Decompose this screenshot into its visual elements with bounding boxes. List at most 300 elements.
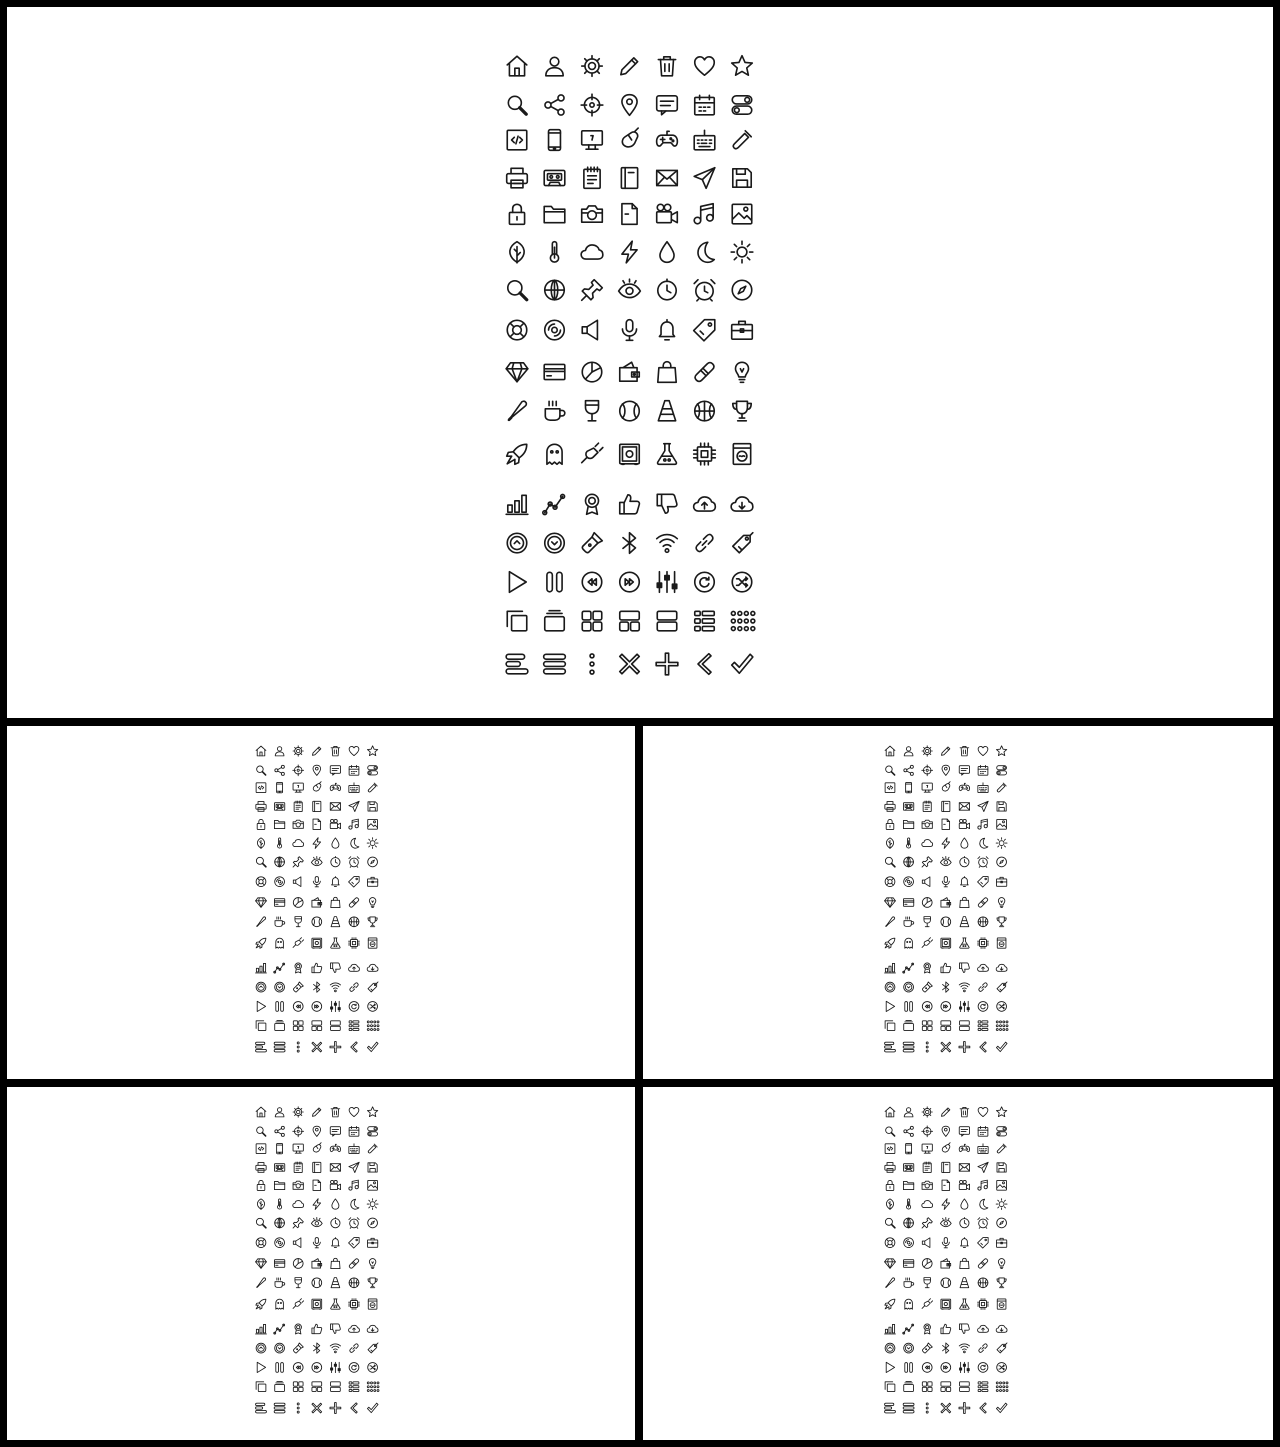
close-icon xyxy=(312,1403,322,1413)
stack-icon xyxy=(275,1382,285,1392)
book-icon xyxy=(942,801,950,811)
book-icon xyxy=(942,1162,950,1172)
shopping-bag-icon xyxy=(331,897,340,907)
monitor-icon xyxy=(293,783,303,792)
copy-icon xyxy=(885,1382,895,1392)
line-graph-icon xyxy=(274,1324,285,1334)
alarm-icon xyxy=(694,280,715,301)
briefcase-icon xyxy=(996,877,1006,886)
link-icon xyxy=(350,1344,358,1353)
gamepad-icon xyxy=(330,783,340,790)
equalizer-icon xyxy=(331,1001,341,1011)
globe-icon xyxy=(545,280,565,300)
drop-icon xyxy=(961,1199,968,1209)
thumbs-down-icon xyxy=(960,1324,970,1333)
check-icon xyxy=(996,1042,1007,1051)
notepad-icon xyxy=(923,1162,931,1173)
pie-chart-icon xyxy=(293,898,303,908)
line-graph-icon xyxy=(903,963,914,973)
washing-machine-icon xyxy=(733,444,750,465)
shuffle-icon xyxy=(368,1002,378,1012)
lightning-icon xyxy=(313,838,321,849)
magnifier-icon xyxy=(256,1218,265,1227)
location-pin-icon xyxy=(313,1126,321,1136)
star-icon xyxy=(996,1107,1006,1117)
document-icon xyxy=(942,1180,950,1190)
disc-icon xyxy=(275,877,285,887)
flashlight-icon xyxy=(922,982,932,992)
safe-icon xyxy=(312,1299,322,1309)
plus-icon xyxy=(330,1042,341,1053)
ghost-icon xyxy=(905,938,913,948)
sun-icon xyxy=(996,838,1007,849)
rewind-icon xyxy=(922,1002,932,1012)
chip-icon xyxy=(978,938,989,949)
bell-icon xyxy=(961,877,969,887)
safe-icon xyxy=(941,938,951,948)
coffee-icon xyxy=(545,401,565,420)
award-icon xyxy=(295,1324,302,1334)
popsicle-icon xyxy=(886,1278,895,1288)
lightbulb-icon xyxy=(998,1259,1005,1269)
disc-icon xyxy=(545,320,565,340)
search-icon xyxy=(886,766,895,775)
fast-forward-icon xyxy=(941,1363,951,1373)
code-icon xyxy=(507,130,527,150)
globe-icon xyxy=(275,857,285,867)
equalizer-icon xyxy=(960,1001,970,1011)
coffee-icon xyxy=(904,1278,914,1287)
star-icon xyxy=(367,746,377,756)
image-icon xyxy=(997,1180,1007,1190)
align-left-icon xyxy=(256,1042,267,1052)
baseball-icon xyxy=(941,917,951,927)
cloud-down-icon xyxy=(996,1325,1007,1332)
gamepad-icon xyxy=(959,783,969,790)
video-camera-icon xyxy=(330,1180,340,1189)
alarm-icon xyxy=(349,1218,359,1229)
pin-icon xyxy=(293,857,303,867)
refresh-icon xyxy=(978,1002,988,1012)
wifi-icon xyxy=(959,983,969,992)
chat-icon xyxy=(657,96,678,115)
printer-icon xyxy=(507,168,528,188)
menu-icon xyxy=(903,1042,914,1052)
eye-icon xyxy=(311,1217,322,1226)
refresh-icon xyxy=(349,1002,359,1012)
eye-icon xyxy=(940,1217,951,1226)
document-icon xyxy=(942,819,950,829)
lightbulb-icon xyxy=(369,1259,376,1269)
copy-icon xyxy=(256,1382,266,1392)
tag-icon xyxy=(349,877,360,888)
list-icon xyxy=(695,611,715,631)
magnifier-icon xyxy=(256,857,265,866)
layout-icon xyxy=(620,611,640,631)
floppy-icon xyxy=(733,169,751,187)
calendar-icon xyxy=(978,765,988,775)
cloud-icon xyxy=(922,840,933,847)
chip-icon xyxy=(349,1299,360,1310)
copy-icon xyxy=(885,1021,895,1031)
popsicle-icon xyxy=(257,1278,266,1288)
refresh-icon xyxy=(695,572,715,592)
pencil-icon xyxy=(941,1108,949,1116)
search-icon xyxy=(257,1127,266,1136)
plug-icon xyxy=(582,443,603,463)
check-icon xyxy=(367,1042,378,1051)
wallet-icon xyxy=(941,1259,951,1268)
pause-icon xyxy=(905,1363,913,1373)
compass-icon xyxy=(368,1218,378,1228)
award-icon xyxy=(924,1324,931,1334)
chat-icon xyxy=(959,766,969,775)
more-icon xyxy=(297,1042,299,1052)
lifebuoy-icon xyxy=(885,1238,895,1248)
thermometer-icon xyxy=(278,1199,282,1209)
ghost-icon xyxy=(276,1299,284,1309)
globe-icon xyxy=(904,1218,914,1228)
monitor-icon xyxy=(582,131,603,149)
drop-icon xyxy=(961,838,968,848)
diamond-icon xyxy=(256,898,267,907)
lightning-icon xyxy=(942,838,950,849)
diamond-icon xyxy=(885,1259,896,1268)
floppy-icon xyxy=(997,802,1006,811)
leaf-icon xyxy=(257,838,264,849)
lock-icon xyxy=(257,1180,265,1190)
star-icon xyxy=(732,56,753,76)
coffee-icon xyxy=(275,1278,285,1287)
check-icon xyxy=(732,654,753,673)
heart-icon xyxy=(978,1107,988,1116)
split-icon xyxy=(960,1382,970,1392)
circle-up-icon xyxy=(507,533,527,553)
usb-icon xyxy=(997,1144,1006,1153)
keyboard-icon xyxy=(349,783,359,793)
speaker-icon xyxy=(293,877,301,887)
circle-down-icon xyxy=(275,982,285,992)
code-icon xyxy=(885,783,895,793)
grid-icon xyxy=(293,1382,303,1392)
trash-icon xyxy=(331,746,340,755)
lifebuoy-icon xyxy=(256,877,266,887)
lock-icon xyxy=(886,819,894,829)
plus-icon xyxy=(656,653,678,675)
rocket-icon xyxy=(256,938,266,948)
plug-icon xyxy=(293,938,304,948)
thumbnail-panel-bottom-left xyxy=(7,1087,635,1440)
code-icon xyxy=(885,1144,895,1154)
calendar-icon xyxy=(978,1126,988,1136)
folder-icon xyxy=(544,206,565,222)
thumbs-up-icon xyxy=(941,963,951,972)
location-pin-icon xyxy=(313,765,321,775)
rocket-icon xyxy=(256,1299,266,1309)
notepad-icon xyxy=(584,167,600,188)
pie-chart-icon xyxy=(293,1259,303,1269)
speaker-icon xyxy=(922,877,930,887)
apps-icon xyxy=(996,1021,1008,1031)
grid-icon xyxy=(922,1382,932,1392)
magnifier-icon xyxy=(508,281,527,300)
line-graph-icon xyxy=(903,1324,914,1334)
bar-chart-icon xyxy=(506,495,528,514)
trash-icon xyxy=(960,1107,969,1116)
globe-icon xyxy=(904,857,914,867)
mail-icon xyxy=(330,803,340,811)
thumbs-up-icon xyxy=(312,963,322,972)
floppy-icon xyxy=(997,1163,1006,1172)
user-icon xyxy=(546,57,563,75)
stack-icon xyxy=(904,1021,914,1031)
flashlight-icon xyxy=(293,1343,303,1353)
bandage-icon xyxy=(978,1259,987,1268)
circle-down-icon xyxy=(545,533,565,553)
cloud-up-icon xyxy=(694,497,716,511)
stack-icon xyxy=(275,1021,285,1031)
usb-icon xyxy=(733,131,751,149)
drop-icon xyxy=(332,1199,339,1209)
crosshair-icon xyxy=(922,1126,933,1137)
moon-icon xyxy=(351,838,359,848)
mail-icon xyxy=(959,1164,969,1172)
cone-icon xyxy=(960,917,969,927)
send-icon xyxy=(349,1162,359,1172)
credit-card-icon xyxy=(903,899,913,907)
more-icon xyxy=(926,1042,928,1052)
image-icon xyxy=(368,819,378,829)
cone-icon xyxy=(331,1278,340,1288)
calendar-icon xyxy=(349,1126,359,1136)
back-icon xyxy=(351,1403,358,1413)
mobile-icon xyxy=(549,130,561,151)
lightbulb-icon xyxy=(736,362,749,382)
briefcase-icon xyxy=(996,1238,1006,1247)
bar-chart-icon xyxy=(885,963,896,972)
thumbs-down-icon xyxy=(960,963,970,972)
music-icon xyxy=(349,1180,358,1190)
copy-icon xyxy=(507,611,527,631)
monitor-icon xyxy=(293,1144,303,1153)
stack-icon xyxy=(904,1382,914,1392)
thermometer-icon xyxy=(907,838,911,848)
fast-forward-icon xyxy=(620,572,640,592)
refresh-icon xyxy=(349,1363,359,1373)
leaf-icon xyxy=(886,838,893,849)
align-left-icon xyxy=(885,1042,896,1052)
video-camera-icon xyxy=(959,1180,969,1189)
home-icon xyxy=(885,746,895,756)
pin-icon xyxy=(922,857,932,867)
popsicle-icon xyxy=(508,401,526,420)
user-icon xyxy=(904,747,913,756)
trophy-icon xyxy=(368,917,377,927)
bandage-icon xyxy=(695,363,714,382)
circle-down-icon xyxy=(904,982,914,992)
circle-down-icon xyxy=(904,1343,914,1353)
user-icon xyxy=(275,1108,284,1117)
ghost-icon xyxy=(276,938,284,948)
monitor-icon xyxy=(922,783,932,792)
safe-icon xyxy=(312,938,322,948)
usb-icon xyxy=(997,783,1006,792)
layout-icon xyxy=(941,1382,951,1392)
chat-icon xyxy=(959,1127,969,1136)
baseball-icon xyxy=(312,1278,322,1288)
shuffle-icon xyxy=(997,1363,1007,1373)
leaf-icon xyxy=(257,1199,264,1210)
chip-icon xyxy=(349,938,360,949)
tag-icon xyxy=(349,1238,360,1249)
bluetooth-icon xyxy=(314,982,320,992)
trash-icon xyxy=(331,1107,340,1116)
location-pin-icon xyxy=(942,765,950,775)
camera-icon xyxy=(922,820,932,828)
mobile-icon xyxy=(906,782,912,792)
rewind-icon xyxy=(582,572,602,592)
book-icon xyxy=(313,801,321,811)
thermometer-icon xyxy=(907,1199,911,1209)
rocket-icon xyxy=(507,444,527,464)
music-icon xyxy=(978,1180,987,1190)
close-icon xyxy=(941,1403,951,1413)
gear-icon xyxy=(293,1107,303,1117)
more-icon xyxy=(297,1403,299,1413)
send-icon xyxy=(978,1162,988,1172)
lightning-icon xyxy=(313,1199,321,1210)
close-icon xyxy=(941,1042,951,1052)
mouse-icon xyxy=(313,782,321,791)
disc-icon xyxy=(904,877,914,887)
toggle-icon xyxy=(997,1127,1007,1136)
send-icon xyxy=(349,801,359,811)
clock-icon xyxy=(960,1217,969,1227)
popsicle-icon xyxy=(257,917,266,927)
notepad-icon xyxy=(923,801,931,812)
clock-icon xyxy=(331,856,340,866)
cassette-icon xyxy=(903,803,913,811)
printer-icon xyxy=(256,802,266,812)
diamond-icon xyxy=(256,1259,267,1268)
briefcase-icon xyxy=(732,321,753,339)
drop-icon xyxy=(660,242,674,263)
award-icon xyxy=(924,963,931,973)
chat-icon xyxy=(330,1127,340,1136)
document-icon xyxy=(622,204,637,225)
bluetooth-icon xyxy=(943,1343,949,1353)
bandage-icon xyxy=(349,898,358,907)
compass-icon xyxy=(368,857,378,867)
play-icon xyxy=(886,1362,894,1372)
more-icon xyxy=(590,654,594,674)
back-icon xyxy=(980,1042,987,1052)
split-icon xyxy=(331,1021,341,1031)
book-icon xyxy=(313,1162,321,1172)
send-icon xyxy=(978,801,988,811)
lifebuoy-icon xyxy=(885,877,895,887)
cloud-icon xyxy=(293,1201,304,1208)
shopping-bag-icon xyxy=(960,1258,969,1268)
tag-icon xyxy=(694,320,715,341)
pause-icon xyxy=(276,1363,284,1373)
wallet-icon xyxy=(941,898,951,907)
back-icon xyxy=(980,1403,987,1413)
equalizer-icon xyxy=(960,1362,970,1372)
disc-icon xyxy=(275,1238,285,1248)
speaker-icon xyxy=(293,1238,301,1248)
mail-icon xyxy=(959,803,969,811)
icon-grid xyxy=(7,1087,635,1440)
image-icon xyxy=(368,1180,378,1190)
cloud-down-icon xyxy=(367,1325,378,1332)
printer-icon xyxy=(885,1163,895,1173)
lightbulb-icon xyxy=(369,898,376,908)
search-icon xyxy=(508,96,526,114)
mouse-icon xyxy=(313,1143,321,1152)
bandage-icon xyxy=(349,1259,358,1268)
bell-icon xyxy=(332,1238,340,1248)
cone-icon xyxy=(960,1278,969,1288)
bell-icon xyxy=(659,320,674,340)
tag-icon xyxy=(978,877,989,888)
main-preview-panel xyxy=(7,7,1273,718)
cone-icon xyxy=(658,401,675,421)
pie-chart-icon xyxy=(922,898,932,908)
microphone-icon xyxy=(313,877,320,887)
mail-icon xyxy=(657,170,678,185)
thermometer-icon xyxy=(278,838,282,848)
flashlight-icon xyxy=(293,982,303,992)
gamepad-icon xyxy=(657,131,678,146)
plug-icon xyxy=(922,938,933,948)
monitor-icon xyxy=(922,1144,932,1153)
heart-icon xyxy=(978,746,988,755)
thumbs-down-icon xyxy=(331,1324,341,1333)
fast-forward-icon xyxy=(312,1363,322,1373)
alarm-icon xyxy=(349,857,359,868)
star-icon xyxy=(367,1107,377,1117)
apps-icon xyxy=(367,1382,379,1392)
back-icon xyxy=(351,1042,358,1052)
cloud-icon xyxy=(581,245,603,259)
pencil-icon xyxy=(621,58,638,75)
chat-icon xyxy=(330,766,340,775)
compass-icon xyxy=(732,280,752,300)
clock-icon xyxy=(331,1217,340,1227)
bluetooth-icon xyxy=(943,982,949,992)
apps-icon xyxy=(996,1382,1008,1392)
trash-icon xyxy=(658,57,675,76)
pie-chart-icon xyxy=(582,362,602,382)
gamepad-icon xyxy=(959,1144,969,1151)
globe-icon xyxy=(275,1218,285,1228)
rocket-icon xyxy=(885,1299,895,1309)
cassette-icon xyxy=(274,1164,284,1172)
printer-icon xyxy=(885,802,895,812)
link-icon xyxy=(350,983,358,992)
ghost-icon xyxy=(905,1299,913,1309)
keyboard-icon xyxy=(694,130,715,150)
magnifier-icon xyxy=(885,1218,894,1227)
speaker-icon xyxy=(922,1238,930,1248)
fast-forward-icon xyxy=(312,1002,322,1012)
rocket-icon xyxy=(885,938,895,948)
icon-grid xyxy=(643,726,1273,1079)
wifi-icon xyxy=(330,1344,340,1353)
flask-icon xyxy=(658,444,677,465)
back-icon xyxy=(698,654,711,675)
